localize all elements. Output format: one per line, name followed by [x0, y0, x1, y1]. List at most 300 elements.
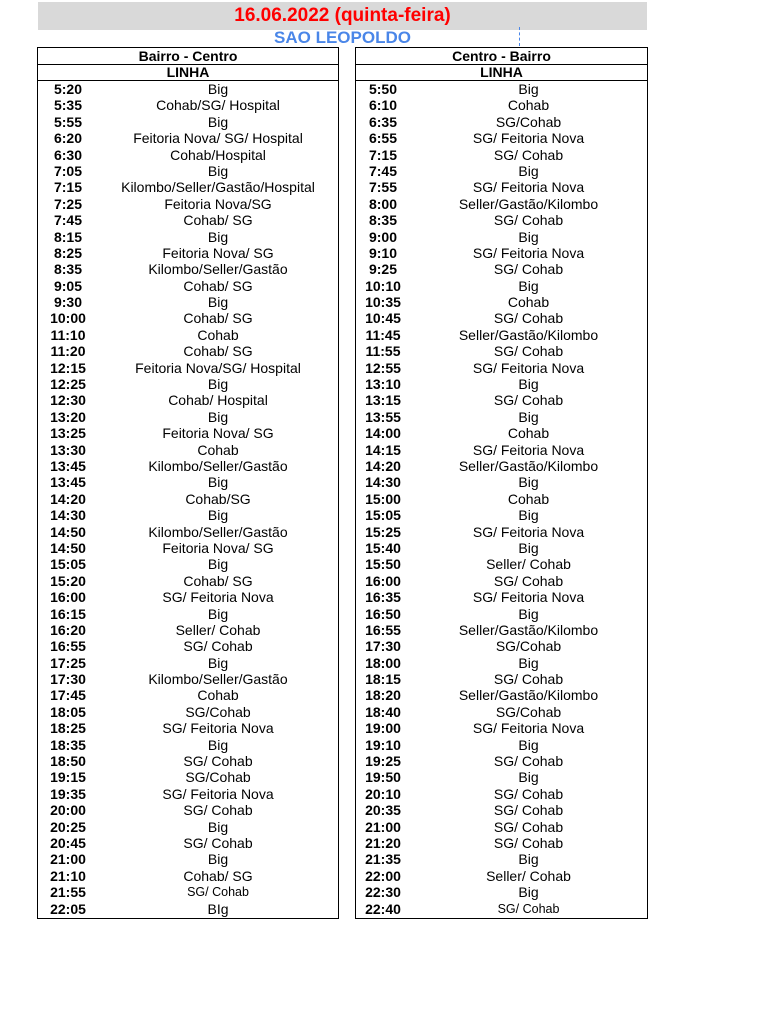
route-name: SG/ Cohab	[493, 834, 564, 851]
direction-label: Centro - Bairro	[356, 48, 647, 65]
schedule-row	[356, 425, 647, 441]
route-name: Big	[207, 507, 229, 524]
route-name: Cohab	[197, 687, 239, 704]
departure-time: 16:00	[365, 572, 401, 589]
route-name: Kilombo/Seller/Gastão	[148, 671, 288, 688]
schedule-row	[356, 802, 647, 818]
route-name: SG/ Cohab	[183, 834, 253, 851]
schedule-row	[38, 753, 338, 769]
departure-time: 6:10	[368, 97, 398, 114]
route-name: Seller/Gastão/Kilombo	[458, 457, 599, 474]
departure-time: 13:20	[50, 408, 86, 425]
route-name: SG/ Cohab	[493, 310, 564, 327]
schedule-row	[38, 737, 338, 753]
route-name: SG/ Feitoria Nova	[162, 785, 274, 802]
column-label: LINHA	[480, 64, 523, 80]
departure-time: 13:15	[365, 392, 401, 409]
route-name: Cohab	[507, 97, 550, 114]
schedule-row	[356, 622, 647, 638]
schedule-row	[356, 556, 647, 572]
departure-time: 12:15	[50, 359, 86, 376]
route-name: SG/ Feitoria Nova	[162, 589, 274, 606]
route-name: SG/ Cohab	[183, 638, 253, 655]
route-name: Cohab	[197, 441, 239, 458]
schedule-row	[38, 442, 338, 458]
route-name: Big	[518, 654, 539, 671]
departure-time: 18:40	[365, 703, 401, 720]
departure-time: 7:05	[53, 162, 83, 179]
schedule-row	[38, 212, 338, 228]
departure-time: 7:15	[368, 146, 398, 163]
departure-time: 7:25	[53, 195, 83, 212]
departure-time: 13:30	[50, 441, 86, 458]
route-name: SG/ Feitoria Nova	[472, 441, 585, 458]
departure-time: 5:35	[53, 97, 83, 114]
route-name: Cohab/Hospital	[170, 146, 266, 163]
departure-time: 10:00	[50, 310, 86, 327]
schedule-row	[38, 573, 338, 589]
route-name: SG/ Cohab	[493, 671, 564, 688]
route-name: Feitoria Nova/SG	[164, 195, 272, 212]
departure-time: 7:45	[368, 162, 398, 179]
route-name: SG/ Feitoria Nova	[472, 179, 585, 196]
departure-time: 14:30	[50, 507, 86, 524]
schedule-row	[356, 442, 647, 458]
route-name: SG/ Feitoria Nova	[472, 359, 585, 376]
departure-time: 19:00	[365, 720, 401, 737]
schedule-row	[356, 819, 647, 835]
departure-time: 19:15	[50, 769, 86, 786]
schedule-row	[38, 851, 338, 867]
route-name: Cohab	[507, 425, 550, 442]
route-name: SG/ Cohab	[493, 261, 564, 278]
schedule-row	[38, 769, 338, 785]
schedule-row	[356, 343, 647, 359]
departure-time: 20:00	[50, 802, 86, 819]
schedule-row	[356, 606, 647, 622]
route-name: Big	[207, 851, 229, 868]
route-name: Seller/ Cohab	[486, 556, 571, 573]
departure-time: 7:55	[368, 179, 398, 196]
schedule-row	[356, 392, 647, 408]
route-name: Big	[518, 277, 539, 294]
departure-time: 9:00	[368, 228, 398, 245]
departure-time: 16:55	[50, 638, 86, 655]
departure-time: 16:00	[50, 589, 86, 606]
route-name: Cohab	[197, 326, 239, 343]
route-name: Cohab/ SG	[183, 572, 253, 589]
departure-time: 12:30	[50, 392, 86, 409]
departure-time: 19:35	[50, 785, 86, 802]
departure-time: 15:40	[365, 539, 401, 556]
route-name: Seller/Gastão/Kilombo	[458, 687, 599, 704]
schedule-row	[38, 671, 338, 687]
schedule-row	[356, 97, 647, 113]
departure-time: 14:20	[50, 490, 86, 507]
departure-time: 5:55	[53, 113, 83, 130]
schedule-row	[356, 524, 647, 540]
departure-time: 18:15	[365, 671, 401, 688]
departure-time: 20:35	[365, 802, 401, 819]
schedule-row	[38, 130, 338, 146]
route-name: Big	[207, 81, 229, 97]
departure-time: 16:55	[365, 621, 401, 638]
schedule-row	[356, 491, 647, 507]
departure-time: 16:20	[50, 621, 86, 638]
schedule-row	[38, 802, 338, 818]
route-name: SG/ Cohab	[183, 802, 253, 819]
schedule-row	[356, 704, 647, 720]
departure-time: 7:45	[53, 212, 83, 229]
departure-time: 22:30	[365, 884, 401, 901]
route-name: SG/ Cohab	[493, 818, 564, 835]
departure-time: 19:50	[365, 769, 401, 786]
route-name: Seller/Gastão/Kilombo	[458, 326, 599, 343]
schedule-row	[38, 884, 338, 900]
departure-time: 15:50	[365, 556, 401, 573]
route-name: SG/Cohab	[495, 113, 562, 130]
schedule-row	[38, 294, 338, 310]
route-name: SG/ Feitoria Nova	[162, 720, 274, 737]
departure-time: 5:50	[368, 81, 398, 97]
route-name: SG/ Cohab	[493, 146, 564, 163]
schedule-row	[356, 720, 647, 736]
departure-time: 15:05	[50, 556, 86, 573]
route-name: SG/ Feitoria Nova	[472, 589, 585, 606]
schedule-row	[38, 540, 338, 556]
route-name: Feitoria Nova/SG/ Hospital	[135, 359, 301, 376]
schedule-row	[356, 130, 647, 146]
departure-time: 20:25	[50, 818, 86, 835]
route-name: Seller/Gastão/Kilombo	[458, 195, 599, 212]
route-name: Cohab	[507, 490, 550, 507]
departure-time: 8:35	[53, 261, 83, 278]
departure-time: 18:25	[50, 720, 86, 737]
table-header	[356, 48, 647, 81]
departure-time: 17:25	[50, 654, 86, 671]
departure-time: 22:40	[365, 900, 401, 917]
schedule-row	[38, 261, 338, 277]
route-name: Seller/ Cohab	[486, 867, 571, 884]
schedule-row	[356, 229, 647, 245]
departure-time: 21:00	[50, 851, 86, 868]
route-name: BIg	[207, 900, 229, 917]
departure-time: 22:00	[365, 867, 401, 884]
direction-label: Bairro - Centro	[38, 48, 338, 65]
departure-time: 11:10	[50, 326, 86, 343]
schedule-row	[356, 687, 647, 703]
column-label: LINHA	[166, 64, 210, 80]
departure-time: 9:25	[368, 261, 398, 278]
city-title: SAO LEOPOLDO	[274, 28, 411, 47]
date-title-bar	[38, 2, 647, 30]
departure-time: 18:05	[50, 703, 86, 720]
route-name: Big	[207, 408, 229, 425]
departure-time: 16:50	[365, 605, 401, 622]
schedule-row	[356, 540, 647, 556]
departure-time: 18:20	[365, 687, 401, 704]
departure-time: 14:20	[365, 457, 401, 474]
schedule-row	[356, 409, 647, 425]
schedule-row	[356, 671, 647, 687]
schedule-row	[356, 786, 647, 802]
route-name: Big	[207, 474, 229, 491]
departure-time: 22:05	[50, 900, 86, 917]
route-name: Kilombo/Seller/Gastão	[148, 457, 288, 474]
schedule-row	[356, 245, 647, 261]
departure-time: 19:10	[365, 736, 401, 753]
route-name: Big	[518, 162, 539, 179]
table-body	[356, 81, 647, 917]
route-name: Feitoria Nova/ SG	[162, 244, 274, 261]
departure-time: 8:35	[368, 212, 398, 229]
schedule-row	[38, 655, 338, 671]
route-name: Cohab/ SG	[183, 212, 253, 229]
departure-time: 10:35	[365, 294, 401, 311]
route-name: Big	[518, 507, 539, 524]
schedule-row	[356, 851, 647, 867]
route-name: Cohab	[507, 294, 550, 311]
departure-time: 12:25	[50, 376, 86, 393]
schedule-row	[38, 376, 338, 392]
departure-time: 21:10	[50, 867, 86, 884]
route-name: Cohab/SG	[185, 490, 251, 507]
route-name: Cohab/SG/ Hospital	[156, 97, 280, 114]
route-name: Big	[518, 736, 539, 753]
route-name: Big	[207, 294, 229, 311]
table-centro-bairro	[355, 47, 648, 919]
departure-time: 6:35	[368, 113, 398, 130]
route-name: SG/Cohab	[185, 703, 251, 720]
schedule-row	[356, 294, 647, 310]
schedule-row	[38, 786, 338, 802]
departure-time: 20:45	[50, 834, 86, 851]
route-name: Cohab/ SG	[183, 343, 253, 360]
route-name: Big	[207, 376, 229, 393]
departure-time: 6:30	[53, 146, 83, 163]
departure-time: 8:25	[53, 244, 83, 261]
schedule-row	[356, 278, 647, 294]
schedule-row	[356, 589, 647, 605]
route-name: SG/ Feitoria Nova	[472, 244, 585, 261]
schedule-row	[38, 425, 338, 441]
route-name: Big	[207, 654, 229, 671]
route-name: SG/ Cohab	[183, 753, 253, 770]
schedule-row	[356, 901, 647, 917]
schedule-row	[38, 589, 338, 605]
schedule-row	[356, 163, 647, 179]
route-name: SG/ Cohab	[497, 901, 560, 916]
route-name: SG/ Cohab	[493, 572, 564, 589]
schedule-row	[38, 819, 338, 835]
table-header	[38, 48, 338, 81]
departure-time: 15:20	[50, 572, 86, 589]
schedule-row	[356, 737, 647, 753]
route-name: Big	[518, 769, 539, 786]
schedule-row	[38, 720, 338, 736]
schedule-row	[356, 655, 647, 671]
schedule-row	[38, 245, 338, 261]
route-name: Big	[207, 818, 229, 835]
departure-time: 8:00	[368, 195, 398, 212]
departure-time: 17:30	[365, 638, 401, 655]
schedule-row	[356, 376, 647, 392]
departure-time: 11:45	[365, 326, 401, 343]
route-name: SG/ Feitoria Nova	[472, 523, 585, 540]
departure-time: 14:30	[365, 474, 401, 491]
route-name: Seller/ Cohab	[175, 621, 261, 638]
schedule-row	[356, 884, 647, 900]
departure-time: 21:20	[365, 834, 401, 851]
departure-time: 21:35	[365, 851, 401, 868]
route-name: SG/Cohab	[495, 703, 562, 720]
route-name: SG/ Cohab	[493, 802, 564, 819]
schedule-row	[38, 229, 338, 245]
schedule-row	[38, 687, 338, 703]
schedule-row	[356, 573, 647, 589]
departure-time: 9:10	[368, 244, 398, 261]
departure-time: 13:10	[365, 376, 401, 393]
schedule-row	[356, 196, 647, 212]
schedule-row	[38, 343, 338, 359]
schedule-row	[356, 147, 647, 163]
schedule-row	[38, 606, 338, 622]
schedule-row	[38, 458, 338, 474]
route-name: SG/ Feitoria Nova	[472, 130, 585, 147]
route-name: SG/Cohab	[495, 638, 562, 655]
schedule-row	[356, 474, 647, 490]
schedule-row	[38, 310, 338, 326]
departure-time: 9:30	[53, 294, 83, 311]
departure-time: 16:35	[365, 589, 401, 606]
route-name: SG/ Cohab	[187, 885, 249, 900]
route-name: Cohab/ SG	[183, 867, 253, 884]
schedule-row	[356, 310, 647, 326]
route-name: SG/ Cohab	[493, 785, 564, 802]
schedule-row	[356, 114, 647, 130]
route-name: Big	[518, 81, 539, 97]
departure-time: 17:45	[50, 687, 86, 704]
departure-time: 10:45	[365, 310, 401, 327]
route-name: Seller/Gastão/Kilombo	[458, 621, 599, 638]
schedule-row	[38, 163, 338, 179]
departure-time: 15:00	[365, 490, 401, 507]
cursor-marker	[519, 27, 520, 46]
schedule-row	[356, 81, 647, 97]
schedule-row	[38, 704, 338, 720]
route-name: Big	[207, 605, 229, 622]
route-name: Kilombo/Seller/Gastão	[148, 523, 288, 540]
departure-time: 18:00	[365, 654, 401, 671]
schedule-row	[356, 835, 647, 851]
schedule-row	[356, 179, 647, 195]
route-name: Big	[518, 851, 539, 868]
departure-time: 8:15	[53, 228, 83, 245]
route-name: Big	[518, 474, 539, 491]
route-name: Feitoria Nova/ SG/ Hospital	[133, 130, 303, 147]
schedule-row	[38, 114, 338, 130]
schedule-row	[356, 458, 647, 474]
route-name: Cohab/ SG	[183, 310, 253, 327]
schedule-row	[38, 97, 338, 113]
route-name: Cohab/ Hospital	[168, 392, 268, 409]
departure-time: 17:30	[50, 671, 86, 688]
route-name: Big	[207, 113, 229, 130]
date-title: 16.06.2022 (quinta-feira)	[234, 5, 451, 26]
departure-time: 14:15	[365, 441, 401, 458]
schedule-row	[38, 179, 338, 195]
route-name: Big	[518, 408, 539, 425]
table-bairro-centro	[37, 47, 339, 919]
schedule-row	[38, 868, 338, 884]
schedule-row	[356, 360, 647, 376]
departure-time: 14:50	[50, 523, 86, 540]
schedule-row	[38, 196, 338, 212]
departure-time: 12:55	[365, 359, 401, 376]
route-name: Big	[207, 556, 229, 573]
route-name: Kilombo/Seller/Gastão/Hospital	[121, 179, 315, 196]
schedule-row	[38, 81, 338, 97]
schedule-row	[38, 901, 338, 917]
departure-time: 7:15	[53, 179, 83, 196]
departure-time: 5:20	[53, 81, 83, 97]
route-name: SG/ Feitoria Nova	[472, 720, 585, 737]
schedule-row	[38, 491, 338, 507]
departure-time: 10:10	[365, 277, 401, 294]
route-name: Big	[518, 228, 539, 245]
schedule-row	[356, 261, 647, 277]
schedule-row	[38, 835, 338, 851]
departure-time: 6:20	[53, 130, 83, 147]
route-name: Big	[518, 605, 539, 622]
departure-time: 15:25	[365, 523, 401, 540]
departure-time: 15:05	[365, 507, 401, 524]
schedule-row	[356, 327, 647, 343]
route-name: SG/Cohab	[185, 769, 251, 786]
schedule-row	[38, 327, 338, 343]
departure-time: 18:50	[50, 753, 86, 770]
schedule-row	[38, 147, 338, 163]
route-name: Cohab/ SG	[183, 277, 253, 294]
departure-time: 20:10	[365, 785, 401, 802]
departure-time: 14:50	[50, 539, 86, 556]
schedule-row	[38, 622, 338, 638]
departure-time: 11:55	[365, 343, 401, 360]
departure-time: 13:45	[50, 474, 86, 491]
departure-time: 21:55	[50, 884, 86, 901]
schedule-row	[38, 360, 338, 376]
departure-time: 9:05	[53, 277, 83, 294]
departure-time: 18:35	[50, 736, 86, 753]
departure-time: 21:00	[365, 818, 401, 835]
departure-time: 11:20	[50, 343, 86, 360]
route-name: SG/ Cohab	[493, 343, 564, 360]
table-body	[38, 81, 338, 917]
schedule-row	[356, 868, 647, 884]
departure-time: 14:00	[365, 425, 401, 442]
route-name: SG/ Cohab	[493, 753, 564, 770]
schedule-row	[356, 753, 647, 769]
route-name: Big	[207, 736, 229, 753]
schedule-row	[356, 212, 647, 228]
route-name: Feitoria Nova/ SG	[162, 425, 274, 442]
departure-time: 6:55	[368, 130, 398, 147]
departure-time: 16:15	[50, 605, 86, 622]
schedule-row	[38, 392, 338, 408]
route-name: SG/ Cohab	[493, 212, 564, 229]
route-name: Big	[207, 162, 229, 179]
route-name: SG/ Cohab	[493, 392, 564, 409]
